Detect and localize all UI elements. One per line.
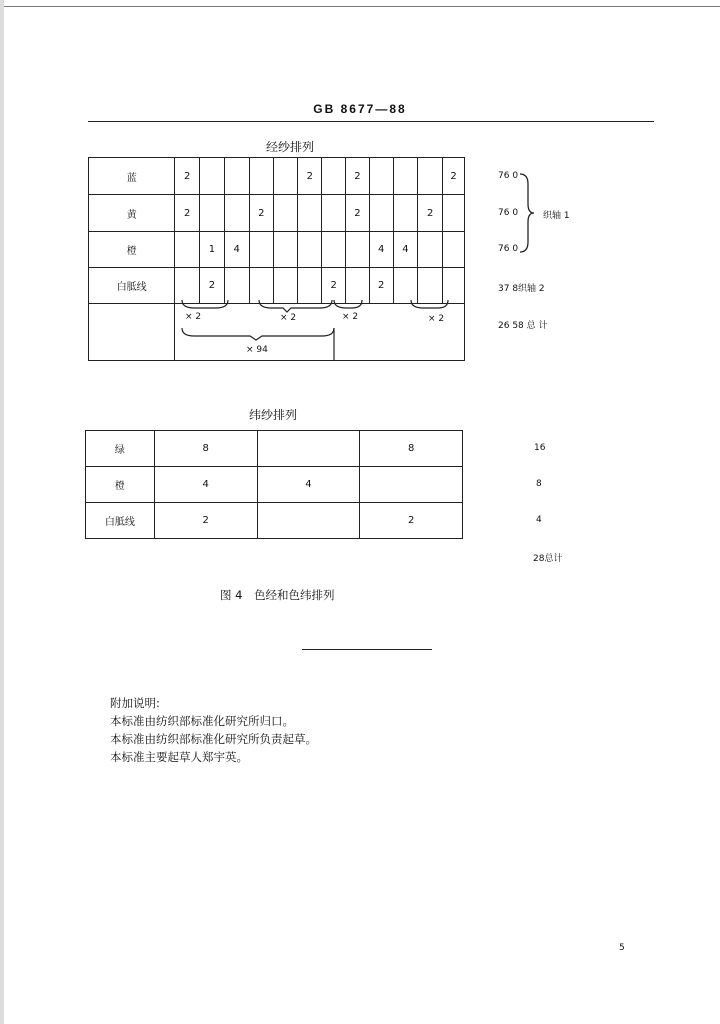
cell (322, 232, 346, 268)
cell (200, 158, 225, 195)
cell (224, 158, 249, 195)
row-label: 白胝线 (89, 268, 175, 304)
notes-line: 本标准由纺织部标准化研究所负责起草。 (110, 732, 317, 746)
cell (249, 268, 274, 304)
cell (322, 195, 346, 232)
weft-total: 28总计 (533, 554, 563, 564)
warp-row-yellow (89, 195, 465, 232)
cell: 2 (175, 195, 200, 232)
notes (110, 694, 317, 766)
cell: 8 (360, 431, 463, 467)
weft-sum: 16 (534, 443, 546, 453)
figure-caption: 图 4 色经和色纬排列 (220, 588, 335, 602)
cell: 2 (298, 158, 322, 195)
cell (393, 268, 418, 304)
warp-total: 26 58 总 计 (498, 321, 548, 331)
warp-side-count: 76 0 (498, 171, 519, 181)
cell (443, 268, 465, 304)
cell: 2 (360, 503, 463, 539)
cell (274, 158, 298, 195)
weft-sum: 4 (536, 515, 542, 525)
big-repeat-label: × 94 (246, 345, 268, 355)
beam-2-label: 37 8织轴 2 (498, 284, 545, 294)
weft-row-green (86, 431, 463, 467)
row-label: 白胝线 (86, 503, 155, 539)
cell (346, 232, 370, 268)
cell: 2 (346, 158, 370, 195)
row-label: 橙 (86, 467, 155, 503)
cell: 2 (200, 268, 225, 304)
weft-row-white (86, 503, 463, 539)
warp-row-orange (89, 232, 465, 268)
cell (393, 195, 418, 232)
cell (224, 195, 249, 232)
cell (257, 503, 360, 539)
repeat-label: × 2 (342, 312, 359, 322)
section-rule (302, 649, 432, 650)
weft-title: 纬纱排列 (248, 408, 297, 422)
warp-side-count: 76 0 (498, 208, 519, 218)
cell: 4 (154, 467, 257, 503)
cell (369, 195, 393, 232)
cell (200, 195, 225, 232)
cell (274, 232, 298, 268)
cell (224, 268, 249, 304)
cell (393, 158, 418, 195)
beam-1-label: 织轴 1 (543, 211, 570, 221)
cell (443, 232, 465, 268)
row-label: 黄 (89, 195, 175, 232)
cell: 2 (443, 158, 465, 195)
cell (298, 195, 322, 232)
repeat-bracket-4 (411, 300, 448, 308)
cell (298, 232, 322, 268)
repeat-bracket-3 (334, 300, 362, 308)
cell: 4 (224, 232, 249, 268)
cell: 2 (175, 158, 200, 195)
cell (257, 431, 360, 467)
weft-sum: 8 (536, 479, 542, 489)
cell (346, 268, 370, 304)
cell: 4 (257, 467, 360, 503)
repeat-bracket-1 (182, 300, 228, 308)
warp-row-blue (89, 158, 465, 195)
cell (418, 158, 443, 195)
cell: 8 (154, 431, 257, 467)
repeat-label: × 2 (185, 312, 202, 322)
weft-row-orange (86, 467, 463, 503)
cell (274, 268, 298, 304)
cell: 4 (393, 232, 418, 268)
cell: 1 (200, 232, 225, 268)
cell: 2 (249, 195, 274, 232)
row-label: 蓝 (89, 158, 175, 195)
warp-title: 经纱排列 (265, 140, 314, 154)
cell (175, 268, 200, 304)
scan-top-edge (0, 6, 720, 7)
cell: 2 (322, 268, 346, 304)
cell (360, 467, 463, 503)
weft-table (85, 430, 463, 539)
cell (249, 232, 274, 268)
warp-row-white (89, 268, 465, 304)
cell (418, 232, 443, 268)
cell: 2 (418, 195, 443, 232)
repeat-label: × 2 (280, 313, 297, 323)
cell (298, 268, 322, 304)
repeat-label-cell (89, 304, 175, 361)
notes-heading: 附加说明: (110, 696, 160, 710)
repeat-bracket-2 (259, 300, 332, 312)
cell (249, 158, 274, 195)
cell (369, 158, 393, 195)
row-label: 绿 (86, 431, 155, 467)
cell (443, 195, 465, 232)
repeat-brackets (170, 300, 470, 362)
beam-brace (518, 170, 540, 256)
notes-line: 本标准主要起草人郑宇英。 (110, 750, 248, 764)
cell: 2 (154, 503, 257, 539)
cell: 4 (369, 232, 393, 268)
cell (175, 232, 200, 268)
repeat-label: × 2 (428, 314, 445, 324)
cell: 2 (346, 195, 370, 232)
cell: 2 (369, 268, 393, 304)
page-number: 5 (619, 943, 625, 953)
cell (274, 195, 298, 232)
cell (322, 158, 346, 195)
warp-side-count: 76 0 (498, 244, 519, 254)
standard-code: GB 8677—88 (313, 102, 407, 116)
cell (418, 268, 443, 304)
header-rule (88, 121, 654, 122)
row-label: 橙 (89, 232, 175, 268)
repeat-bracket-big (182, 328, 334, 340)
notes-line: 本标准由纺织部标准化研究所归口。 (110, 714, 294, 728)
